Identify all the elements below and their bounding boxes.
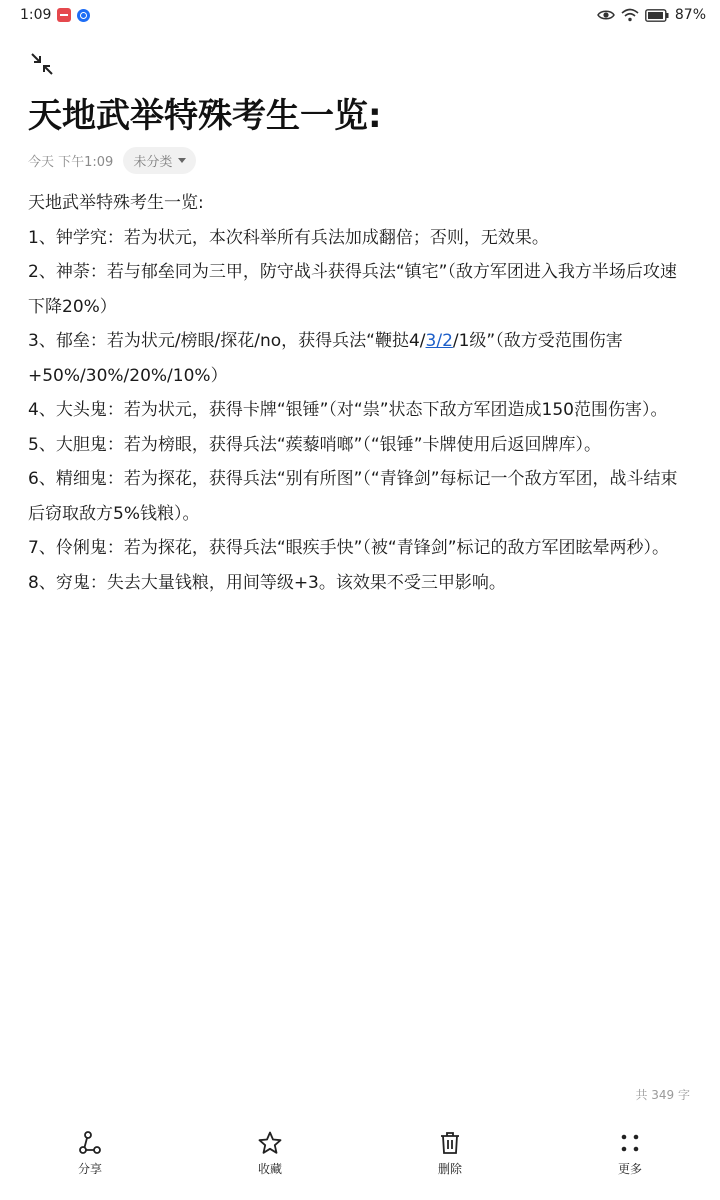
delete-label: 删除: [437, 1162, 462, 1176]
share-label: 分享: [77, 1162, 102, 1176]
battery-icon: [645, 9, 669, 22]
note-line: 5、大胆鬼：若为榜眼，获得兵法“蒺藜哨啷”（“银锤”卡牌使用后返回牌库）。: [28, 434, 602, 455]
battery-percent: 87%: [674, 7, 706, 23]
bottom-toolbar: [0, 1130, 720, 1200]
note-line: 3、郁垒：若为状元/榜眼/探花/no，获得兵法“鞭挞4/3/2/1级”（敌方受范围伤害+50%/30%/20%/10%）: [28, 331, 623, 386]
note-line: 4、大头鬼：若为状元，获得卡牌“银锤”（对“祟”状态下敌方军团造成150范围伤害）。: [28, 400, 668, 420]
share-button[interactable]: [30, 1130, 150, 1177]
notification-app-icon: [57, 8, 71, 22]
favorite-label: 收藏: [257, 1162, 282, 1176]
status-bar: [0, 0, 720, 30]
word-count: 共 349 字: [635, 1088, 690, 1102]
trash-icon: [437, 1130, 463, 1156]
star-icon: [257, 1130, 283, 1156]
more-label: 更多: [617, 1162, 642, 1176]
note-line: 1、钟学究：若为状元，本次科举所有兵法加成翻倍；否则，无效果。: [28, 227, 549, 248]
note-body[interactable]: [28, 186, 692, 600]
note-line: 2、神荼：若与郁垒同为三甲，防守战斗获得兵法“镇宅”（敌方军团进入我方半场后攻速下降20%）: [28, 262, 677, 317]
note-title[interactable]: 天地武举特殊考生一览:: [28, 96, 382, 136]
eye-icon: [597, 9, 615, 21]
status-right: [597, 7, 706, 23]
note-meta: [28, 146, 196, 174]
status-left: [20, 7, 90, 23]
status-time: 1:09: [20, 7, 52, 23]
collapse-button[interactable]: [28, 50, 56, 78]
share-icon: [77, 1130, 103, 1156]
note-line: 7、伶俐鬼：若为探花，获得兵法“眼疾手快”（被“青锋剑”标记的敌方军团眩晕两秒）。: [28, 538, 670, 558]
delete-button[interactable]: [390, 1130, 510, 1177]
notification-circle-icon: [77, 9, 90, 22]
collapse-arrows-icon: [29, 51, 55, 77]
caret-down-icon: [178, 158, 186, 163]
category-selector[interactable]: [123, 147, 196, 174]
note-line: 天地武举特殊考生一览:: [28, 193, 204, 213]
note-line: 6、精细鬼：若为探花，获得兵法“别有所图”（“青锋剑”每标记一个敌方军团，战斗结束后窃取敌方5%钱粮）。: [28, 469, 678, 524]
wifi-icon: [621, 8, 639, 22]
note-date: 今天 下午1:09: [28, 154, 114, 170]
more-dots-icon: [617, 1130, 643, 1156]
note-line: 8、穷鬼：失去大量钱粮，用间等级+3。该效果不受三甲影响。: [28, 572, 506, 593]
inline-link[interactable]: 3/2: [425, 331, 453, 351]
more-button[interactable]: [570, 1130, 690, 1177]
favorite-button[interactable]: [210, 1130, 330, 1177]
category-label: 未分类: [133, 154, 173, 170]
